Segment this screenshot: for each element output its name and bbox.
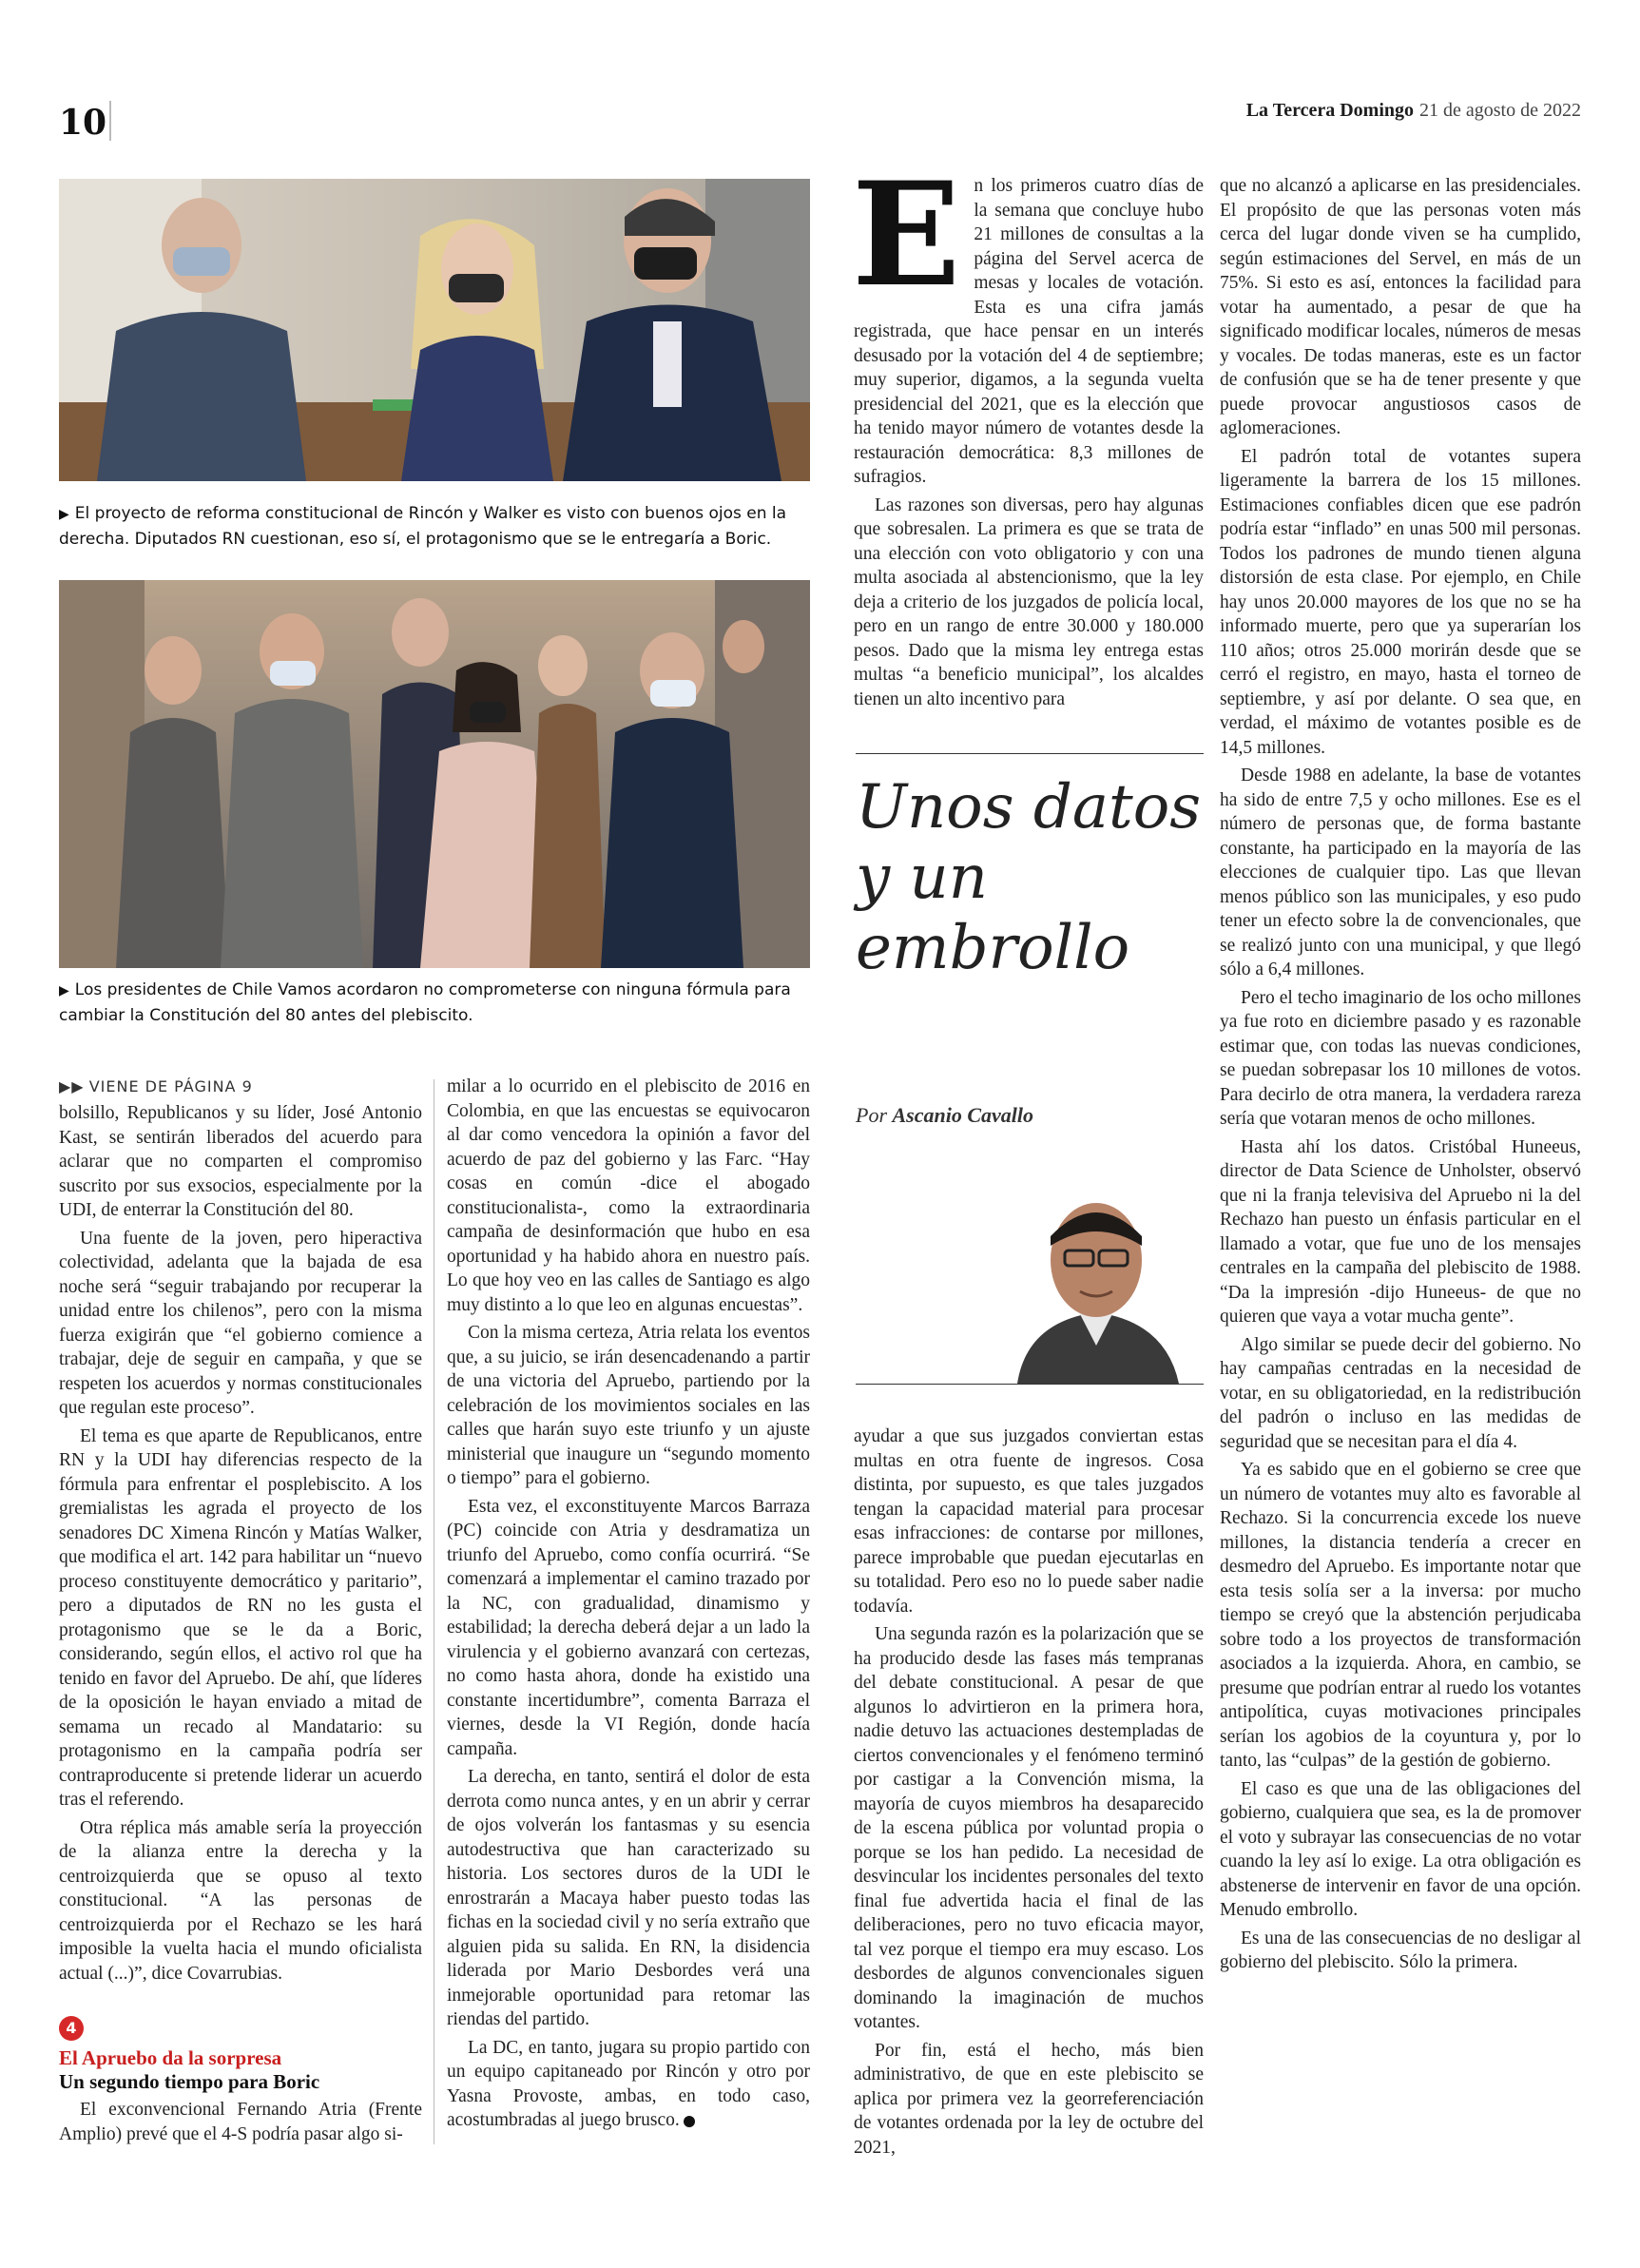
photo-meeting: [59, 179, 810, 481]
paragraph: Una fuente de la joven, pero hiperactiva colectividad, adelanta que la bajada de esa noche será “seguir trabajando por recuperar la unidad entre los chilenos”, pero con la misma fuerza exigirán que “el gobierno comience a trabajar, deje de seguir en campaña, y que se respeten los acuerdos y normas constitucionales que regulan este proceso”.: [59, 1228, 422, 1418]
paragraph: Con la misma certeza, Atria relata los eventos que, a su juicio, se irán desencadenando a partir de una victoria del Apruebo, partiendo por la celebración de los movimientos sociales en las calles que harán suyo este triunfo y un ajuste ministerial que inaugure un “segundo momento o tiempo” para el gobierno.: [447, 1323, 810, 1488]
paragraph: Las razones son diversas, pero hay algunas que sobresalen. La primera es que se trata de una elección con voto obligatorio y con una multa asociada al abstencionismo, que la ley deja a criterio de los juzgados de policía local, pero en un rango de entre 30.000 y 180.000 pesos. Dado que la misma ley entrega estas multas “a beneficio municipal”, los alcaldes tienen un alto incentivo para: [854, 494, 1204, 709]
double-arrow-icon: ▶▶: [59, 1077, 85, 1095]
photo-caption-1: [59, 501, 810, 552]
opinion-column-4: [1220, 174, 1581, 1975]
paragraph: Una segunda razón es la polarización que se ha producido desde las fases más tempranas del debate constitucional. A pesar de que algunos lo advirtieron en la primera hora, nadie detuvo las actuaciones destempladas de ciertos convencionales y el fenómeno terminó por castigar a la Convención misma, la mayoría de cuyos miembros ha desaparecido de la escena pública por voluntad propia o porque se los han pedido. La necesidad de desvincular los incidentes personales del texto final fue advertida hacia el final de las deliberaciones, pero no tuvo eficacia mayor, tal vez porque el tiempo era muy escaso. Los desbordes de algunos convencionales siguen dominando la imaginación de muchos votantes.: [854, 1624, 1204, 2032]
caption-arrow-icon: ▶: [59, 983, 69, 998]
paragraph: El tema es que aparte de Republicanos, entre RN y la UDI hay diferencias respecto de la fórmula para enfrentar el posplebiscito. A los gremialistas les agrada el proyecto de los senadores DC Ximena Rincón y Matías Walker, que modifica el art. 142 para habilitar un “nuevo proceso constituyente democrático y paritario”, pero a diputados de RN no les gusta el protagonismo que se le da a Boric, considerando, según ellos, el activo rol que ha tenido en favor del Apruebo. De ahí, que líderes de la oposición le hayan enviado a mitad de semama un recado al Mandatario: su protagonismo en la campaña podría ser contraproducente si pretende liderar un acuerdo tras el referendo.: [59, 1425, 422, 1810]
opinion-column-3-top: [852, 151, 1204, 711]
article-column-1-end: [59, 2098, 422, 2146]
article-column-1: [59, 1101, 422, 1986]
section-number-badge: 4: [59, 2016, 84, 2041]
publication-date: 21 de agosto de 2022: [1419, 100, 1581, 121]
paragraph-text: La DC, en tanto, jugara su propio partido con un equipo capitaneado por Rincón y otro por Yasna Provoste, ambas, en todo caso, acostumbradas al juego brusco.: [447, 2037, 810, 2130]
paragraph: El exconvencional Fernando Atria (Frente Amplio) prevé que el 4-S podría pasar algo si-: [59, 2100, 422, 2144]
article-column-2: [447, 1075, 810, 2133]
photo-group: [59, 580, 810, 968]
byline-prefix: Por: [856, 1103, 887, 1127]
section-title-red: El Apruebo da la sorpresa: [59, 2046, 282, 2069]
photo-caption-1-text: El proyecto de reforma constitucional de Rincón y Walker es visto con buenos ojos en la derecha. Diputados RN cuestionan, eso sí, el protagonismo que se le entregaría a Boric.: [59, 504, 787, 549]
author-portrait-illustration: [989, 1170, 1204, 1384]
caption-arrow-icon: ▶: [59, 507, 69, 522]
paragraph: Pero el techo imaginario de los ocho millones ya fue roto en diciembre pasado y es razonable estimar que, con todas las nuevas condiciones, se puedan sobrepasar los 10 millones de votos. Para decirlo de otra manera, la verdadera rareza sería que votaran menos de ocho millones.: [1220, 987, 1581, 1129]
paragraph: milar a lo ocurrido en el plebiscito de 2016 en Colombia, en que las encuestas se equivocaron al dar como vencedora la opinión a favor del acuerdo de paz del gobierno y las Farc. “Hay cosas en común -dice el abogado constitucionalista-, como la extraordinaria campaña de desinformación que hubo en esa oportunidad y ha habido ahora en nuestro país. Lo que hoy veo en las calles de Santiago es algo muy distinto a lo que leo en algunas encuestas”.: [447, 1076, 810, 1315]
paragraph: [447, 2036, 810, 2133]
section-subtitle: Un segundo tiempo para Boric: [59, 2070, 320, 2093]
author-portrait: [989, 1170, 1204, 1384]
continued-from-label: VIENE DE PÁGINA 9: [88, 1077, 253, 1095]
photo-caption-2-text: Los presidentes de Chile Vamos acordaron no comprometerse con ninguna fórmula para cambiar la Constitución del 80 antes del plebiscito.: [59, 980, 791, 1025]
paragraph: Algo similar se puede decir del gobierno. No hay campañas centradas en la necesidad de votar, en su obligatoriedad, en la redistribución del padrón o incluso en las medidas de seguridad que se necesitan para el día 4.: [1220, 1334, 1581, 1452]
column-headline: Unos datos y un embrollo: [856, 772, 1202, 983]
headline-rule: [856, 753, 1204, 754]
paragraph: Hasta ahí los datos. Cristóbal Huneeus, director de Data Science de Unholster, observó que ni la franja televisiva del Apruebo ni la del Rechazo han puesto un énfasis particular en el llamado a votar, que fue uno de los mensajes centrales en la campaña del plebiscito de 1988. “Da la impresión -dijo Huneeus- de que no quieren que vaya a votar mucha gente”.: [1220, 1136, 1581, 1327]
page-number-divider: [109, 101, 111, 141]
paragraph: El caso es que una de las obligaciones del gobierno, cualquiera que sea, es la de promover el voto y subrayar las consecuencias de no votar cuando la ley así lo exige. La otra obligación es abstenerse de intervenir en favor de una opción. Menudo embrollo.: [1220, 1778, 1581, 1920]
byline: [856, 1103, 1204, 1128]
paragraph: Ya es sabido que en el gobierno se cree que un número de votantes muy alto es favorable al Rechazo. Si la concurrencia excede los nueve millones, la distancia tendería a crecer en desmedro del Apruebo. Es importante notar que esta tesis solía ser a la inversa: por mucho tiempo se creyó que la abstención perjudicaba sobre todo a los proyectos de transformación asociados a la izquierda. Ahora, en cambio, se presume que podrían entrar al ruedo los votantes antipolítica, cuyas motivaciones principales serían los agobios de la coyuntura y, por lo tanto, las “culpas” de la gestión de gobierno.: [1220, 1460, 1581, 1771]
masthead: [1246, 100, 1581, 122]
paragraph: Es una de las consecuencias de no desligar al gobierno del plebiscito. Sólo la primera.: [1220, 1928, 1581, 1972]
paragraph: que no alcanzó a aplicarse en las presidenciales. El propósito de que las personas voten más cerca del lugar donde viven se ha cumplido, según estimaciones del Servel, en más de un 75%. Si esto es así, entonces la facilidad para votar ha aumentado, a pesar de que ha significado modificar locales, números de mesas y vocales. De todas maneras, este es un factor de confusión que se ha de tener presente y que puede provocar angustiosos casos de aglomeraciones.: [1220, 176, 1581, 438]
paragraph: Por fin, está el hecho, más bien administrativo, de que en este plebiscito se aplica por primera vez la georreferenciación de votantes ordenada por la ley de octubre del 2021,: [854, 2040, 1204, 2158]
paragraph: El padrón total de votantes supera ligeramente la barrera de los 15 millones. Estimaciones confiables dicen que ese padrón podría estar “inflado” en unas 500 mil personas. Todos los padrones de mundo tienen alguna distorsión de esta clase. Por ejemplo, en Chile hay unos 20.000 mayores de los que no se ha informado muerte, pero que ya superarían los 110 años; otros 25.000 morirán desde que se cerró el registro, en mayo, hasta el torneo de septiembre, y así por delante. O sea que, en verdad, el máximo de votantes posible es de 14,5 millones.: [1220, 446, 1581, 758]
photo-group-illustration: [59, 580, 810, 968]
photo-meeting-illustration: [59, 179, 810, 481]
opinion-column-3-bottom: [854, 1425, 1204, 2160]
end-of-article-icon: [684, 2116, 695, 2127]
drop-cap: E: [852, 151, 961, 319]
paragraph: Desde 1988 en adelante, la base de votantes ha sido de entre 7,5 y ocho millones. Ese es el número de personas que, de forma bastante constante, ha participado en la mayoría de las elecciones de cualquier tipo. Las que llevan menos público son las municipales, y eso pudo tener un efecto sobre la de convencionales, que se realizó junto con una municipal, y que llegó sólo a 6,4 millones.: [1220, 766, 1581, 979]
continued-kicker: [59, 1077, 420, 1095]
paragraph: ayudar a que sus juzgados conviertan estas multas en otra fuente de ingresos. Cosa distinta, por supuesto, es que tales juzgados tengan la capacidad material para procesar esas infracciones: de contarse por millones, parece improbable que puedan ejecutarlas en su totalidad. Pero eso no lo puede saber nadie todavía.: [854, 1426, 1204, 1617]
photo-caption-2: [59, 978, 810, 1028]
publication-name: La Tercera Domingo: [1245, 100, 1415, 121]
paragraph: Otra réplica más amable sería la proyección de la alianza entre la derecha y la centroizquierda que se opuso al texto constitucional. “A las personas de centroizquierda por el Rechazo se les hará imposible la vuelta hacia el mundo oficialista actual (...)”, dice Covarrubias.: [59, 1817, 422, 1984]
section-4-header: [59, 2016, 422, 2094]
paragraph: Esta vez, el exconstituyente Marcos Barraza (PC) coincide con Atria y desdramatiza un triunfo del Apruebo, como confía ocurrirá. “Se comenzará a implementar el camino trazado por la NC, con gradualidad, dinamismo y estabilidad; la derecha deberá dejar a un lado la virulencia y el gobierno avanzará con certezas, no como hasta ahora, donde ha existido una constante incertidumbre”, comenta Barraza el viernes, desde la VI Región, donde hacía campaña.: [447, 1496, 810, 1759]
paragraph: n los primeros cuatro días de la semana que concluye hubo 21 millones de consultas a la página del Servel acerca de mesas y locales de votación. Esta es una cifra jamás registrada, que hace pensar en un interés desusado por la votación del 4 de septiembre; muy superior, digamos, a la segunda vuelta presidencial del 2021, que es la elección que ha tenido mayor número de votantes desde la restauración democrática: 8,3 millones de sufragios.: [854, 176, 1204, 487]
portrait-rule: [856, 1384, 1204, 1385]
page-number: 10: [59, 103, 107, 143]
byline-author: Ascanio Cavallo: [892, 1103, 1034, 1127]
paragraph: bolsillo, Republicanos y su líder, José Antonio Kast, se sentirán liberados del acuerdo para aclarar que no comparten el compromiso suscrito por sus exsocios, especialmente por la UDI, de enterrar la Constitución del 80.: [59, 1103, 422, 1220]
paragraph: La derecha, en tanto, sentirá el dolor de esta derrota como nunca antes, y en un abrir y cerrar de ojos volverán los fantasmas y su esencia autodestructiva que han caracterizado su historia. Los sectores duros de la UDI le enrostrarán a Macaya haber puesto todas las fichas en la sociedad civil y no sería extraño que alguien pida su salida. En RN, la disidencia liderada por Mario Desbordes verá una inmejorable oportunidad para retomar las riendas del partido.: [447, 1767, 810, 2029]
